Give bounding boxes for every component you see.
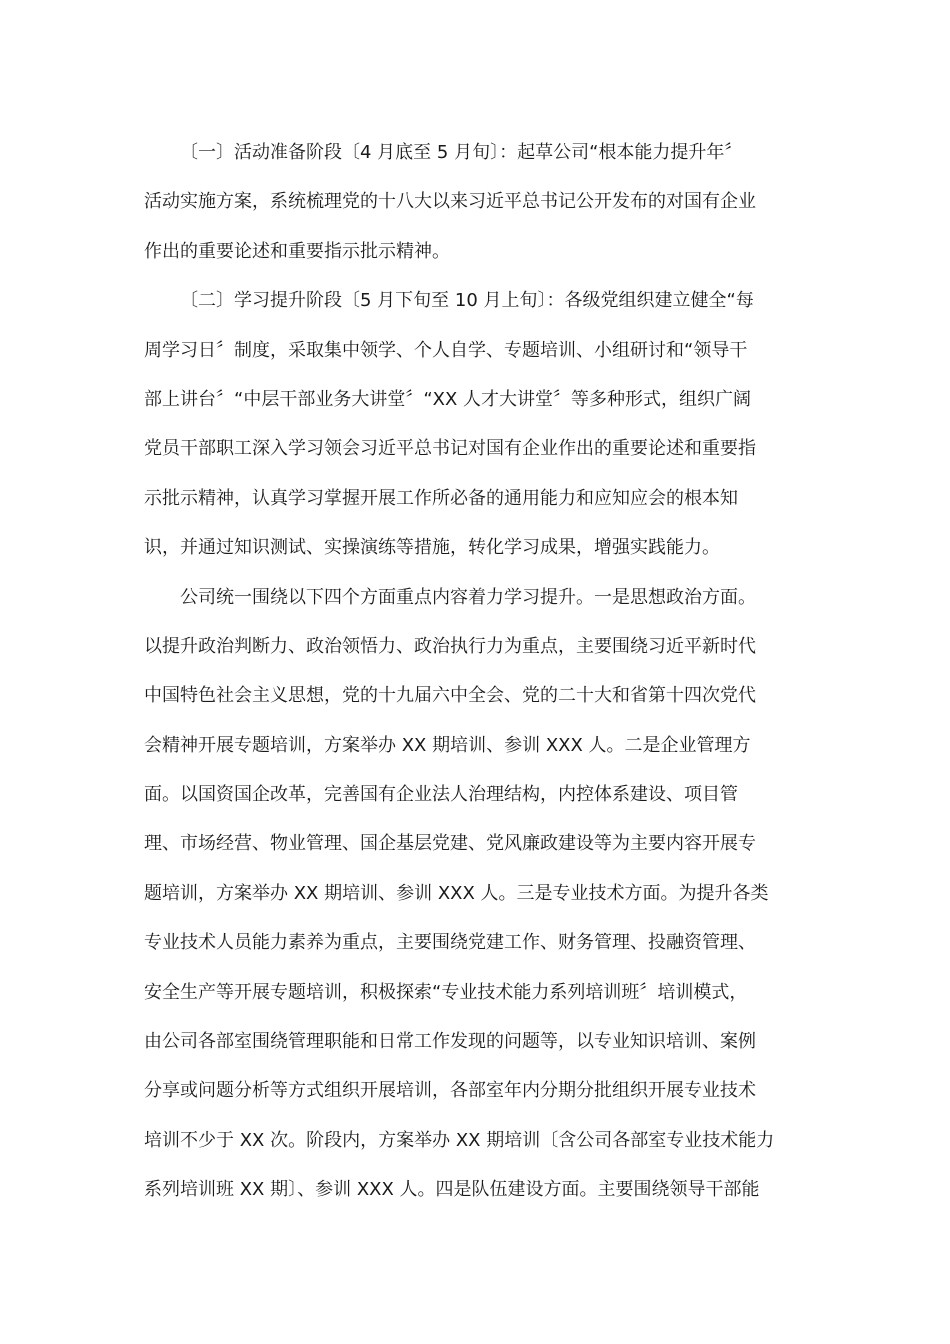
paragraph-line: 分享或问题分析等方式组织开展培训，各部室年内分期分批组织开展专业技术 [144, 1080, 756, 1102]
paragraph-line: 专业技术人员能力素养为重点，主要围绕党建工作、财务管理、投融资管理、 [144, 932, 756, 954]
paragraph-line: 理、市场经营、物业管理、国企基层党建、党风廉政建设等为主要内容开展专 [144, 833, 756, 855]
paragraph-line: 作出的重要论述和重要指示批示精神。 [144, 240, 450, 262]
paragraph-line: 活动实施方案，系统梳理党的十八大以来习近平总书记公开发布的对国有企业 [144, 191, 756, 213]
paragraph-line: 识，并通过知识测试、实操演练等措施，转化学习成果，增强实践能力。 [144, 537, 720, 559]
paragraph-line: 中国特色社会主义思想，党的十九届六中全会、党的二十大和省第十四次党代 [144, 685, 756, 707]
paragraph-line: 以提升政治判断力、政治领悟力、政治执行力为重点，主要围绕习近平新时代 [144, 635, 756, 657]
paragraph-line: 部上讲台〞“中层干部业务大讲堂〞“XX 人才大讲堂〞等多种形式，组织广阔 [144, 388, 752, 410]
paragraph-line: 会精神开展专题培训，方案举办 XX 期培训、参训 XXX 人。二是企业管理方 [144, 734, 751, 756]
paragraph-line: 系列培训班 XX 期〕、参训 XXX 人。四是队伍建设方面。主要围绕领导干部能 [144, 1179, 760, 1201]
paragraph-learning-stage [144, 276, 808, 572]
paragraph-line: 周学习日〞制度，采取集中领学、个人自学、专题培训、小组研讨和“领导干 [144, 339, 748, 361]
paragraph-line: 公司统一围绕以下四个方面重点内容着力学习提升。一是思想政治方面。 [180, 586, 756, 608]
paragraph-line: 〔二〕学习提升阶段〔5 月下旬至 10 月上旬〕：各级党组织建立健全“每 [180, 290, 754, 312]
paragraph-line: 面。以国资国企改革，完善国有企业法人治理结构，内控体系建设、项目管 [144, 784, 738, 806]
document-body [144, 128, 808, 1215]
paragraph-line: 示批示精神，认真学习掌握开展工作所必备的通用能力和应知应会的根本知 [144, 487, 738, 509]
paragraph-line: 〔一〕活动准备阶段〔4 月底至 5 月旬〕：起草公司“根本能力提升年〞 [180, 142, 743, 163]
paragraph-preparation-stage [144, 128, 808, 276]
paragraph-line: 题培训，方案举办 XX 期培训、参训 XXX 人。三是专业技术方面。为提升各类 [144, 882, 769, 904]
paragraph-line: 党员干部职工深入学习领会习近平总书记对国有企业作出的重要论述和重要指 [144, 438, 756, 460]
paragraph-four-aspects [144, 573, 808, 1215]
paragraph-line: 安全生产等开展专题培训，积极探索“专业技术能力系列培训班〞培训模式， [144, 981, 748, 1003]
paragraph-line: 培训不少于 XX 次。阶段内，方案举办 XX 期培训〔含公司各部室专业技术能力 [144, 1129, 775, 1151]
paragraph-line: 由公司各部室围绕管理职能和日常工作发现的问题等，以专业知识培训、案例 [144, 1031, 756, 1053]
